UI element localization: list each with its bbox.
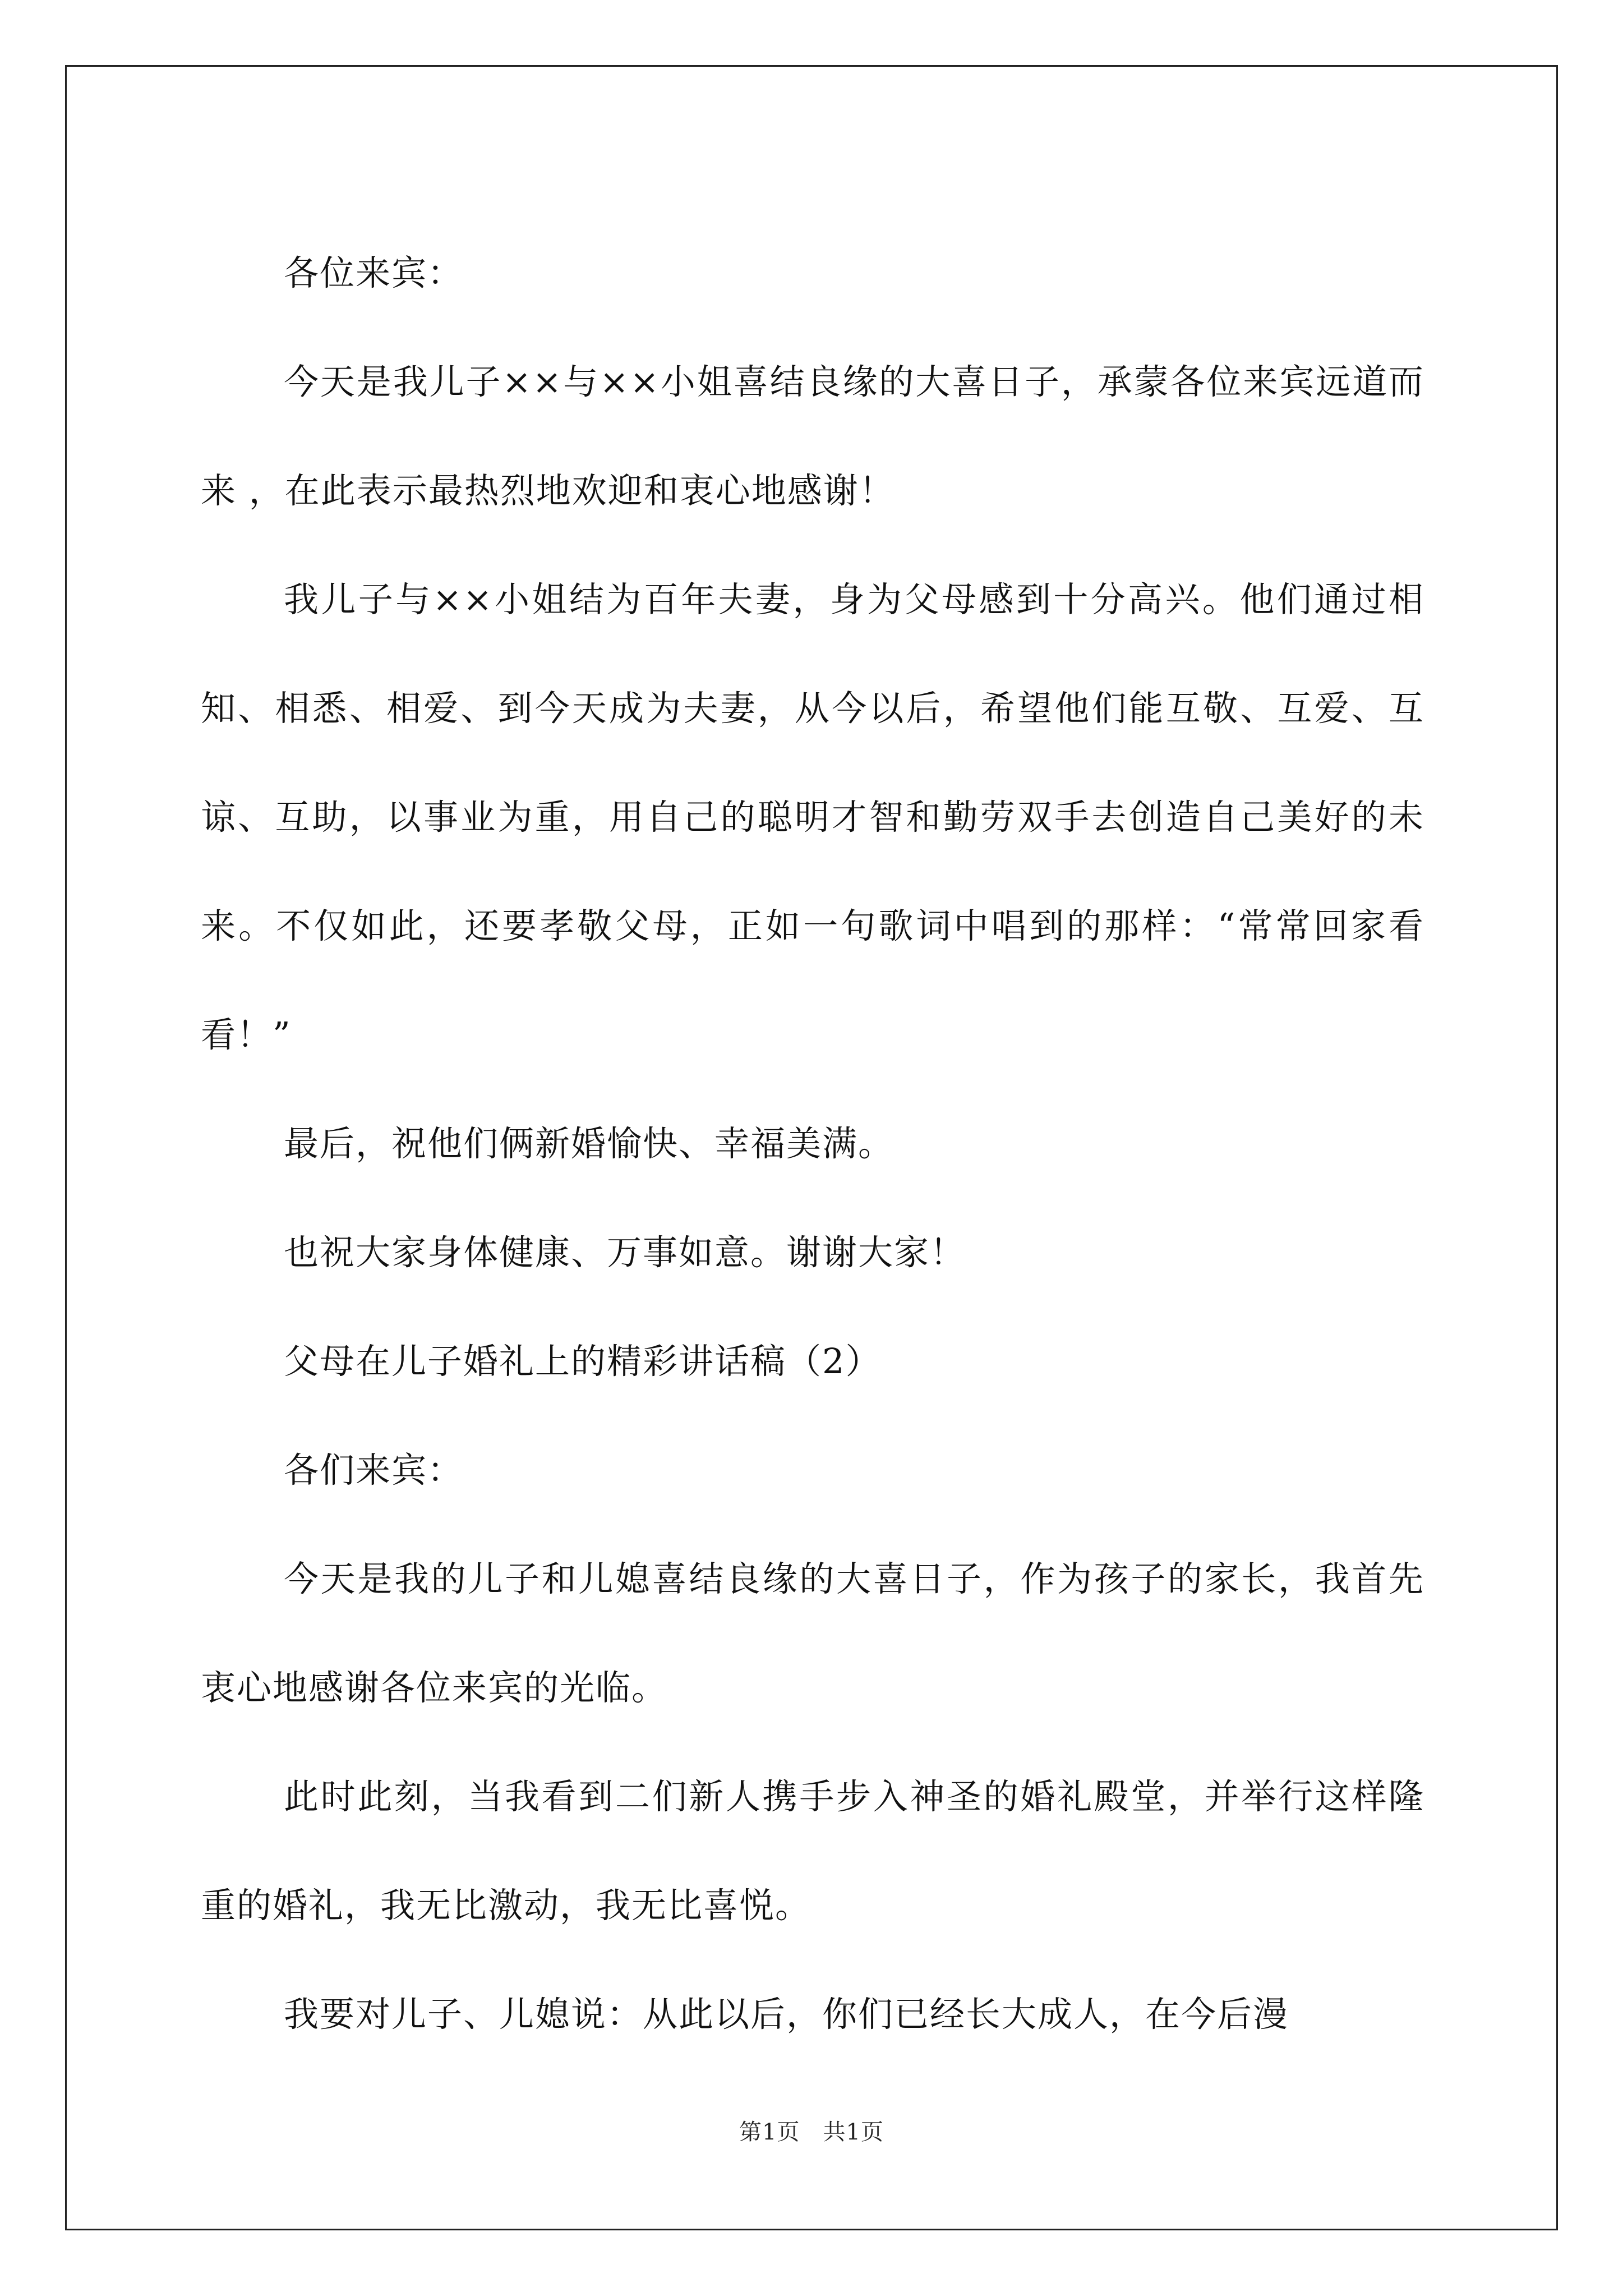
section-title: 父母在儿子婚礼上的精彩讲话稿（2） <box>284 1341 882 1382</box>
page-number: 第1页 共1页 <box>739 2119 884 2145</box>
document-body <box>201 219 1424 2069</box>
paragraph-final-wish: 最后，祝他们俩新婚愉快、幸福美满。 <box>284 1123 895 1164</box>
paragraph-emotion: 此时此刻，当我看到二们新人携手步入神圣的婚礼殿堂，并举行这样隆重的婚礼，我无比激动，我无比喜悦。 <box>201 1776 1424 1926</box>
greeting-1: 各位来宾： <box>284 252 464 293</box>
paragraph-opening: 今天是我的儿子和儿媳喜结良缘的大喜日子，作为孩子的家长，我首先衷心地感谢各位来宾的光临。 <box>201 1558 1424 1708</box>
paragraph-thanks: 也祝大家身体健康、万事如意。谢谢大家！ <box>284 1232 966 1273</box>
paragraph-wishes: 我儿子与××小姐结为百年夫妻，身为父母感到十分高兴。他们通过相知、相悉、相爱、到今天成为夫妻，从今以后，希望他们能互敬、互爱、互谅、互助，以事业为重，用自己的聪明才智和勤劳双手去创造自己美好的未来。不仅如此，还要孝敬父母，正如一句歌词中唱到的那样：“常常回家看看！” <box>201 579 1424 1055</box>
greeting-2: 各们来宾： <box>284 1450 464 1490</box>
paragraph-advice: 我要对儿子、儿媳说：从此以后，你们已经长大成人，在今后漫 <box>284 1994 1289 2035</box>
paragraph-welcome: 今天是我儿子××与××小姐喜结良缘的大喜日子，承蒙各位来宾远道而来 ，在此表示最热烈地欢迎和衷心地感谢！ <box>201 361 1424 511</box>
